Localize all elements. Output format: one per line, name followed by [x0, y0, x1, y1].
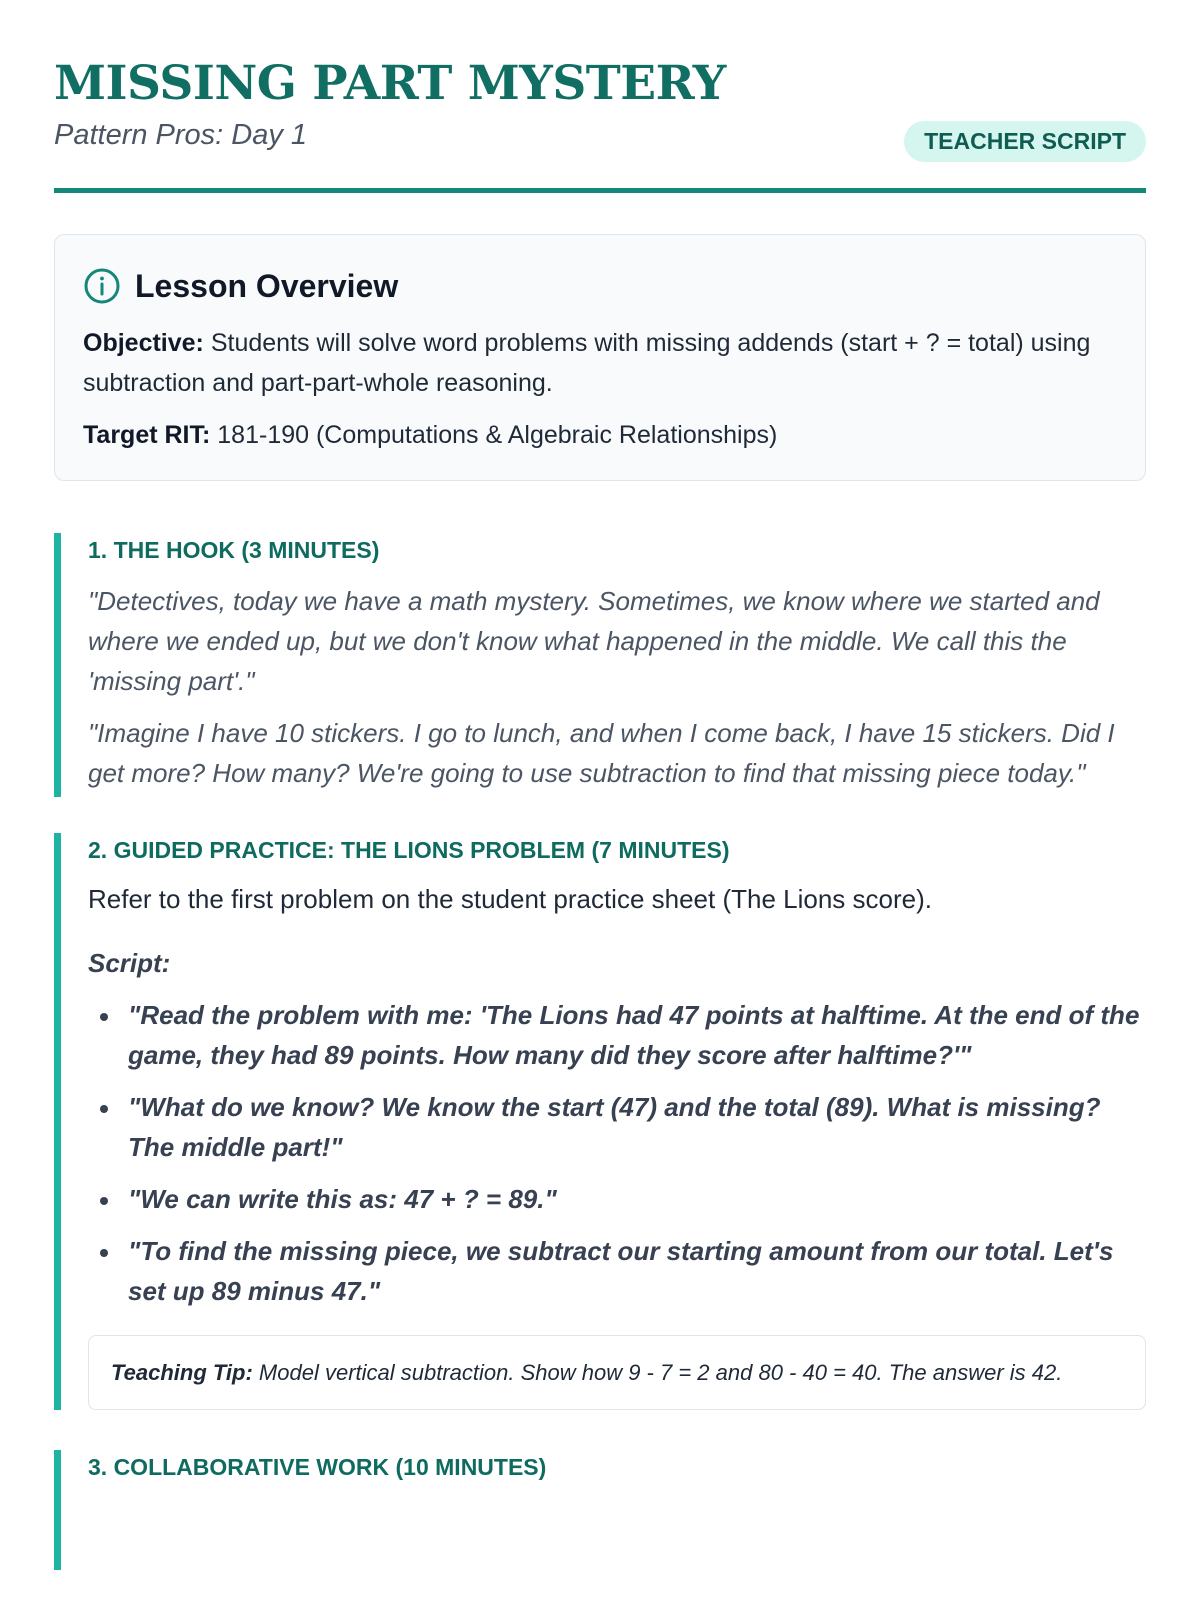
- section-heading: 2. GUIDED PRACTICE: THE LIONS PROBLEM (7 MINUTES): [88, 837, 730, 863]
- teaching-tip-text: Model vertical subtraction. Show how 9 - 7 = 2 and 80 - 40 = 40. The answer is 42.: [258, 1360, 1063, 1385]
- bullet-dot: [100, 1249, 108, 1257]
- list-item: [88, 1179, 1146, 1219]
- section-collaborative-work: [54, 1450, 1146, 1570]
- section-hook: [54, 533, 1146, 797]
- list-item: [88, 1087, 1146, 1167]
- section-guided-practice: [54, 833, 1146, 1410]
- page-subtitle: Pattern Pros: Day 1: [54, 119, 308, 151]
- script-line: "What do we know? We know the start (47) and the total (89). What is missing? The middle part!": [128, 1092, 1101, 1162]
- overview-header: [83, 259, 1117, 313]
- objective-text: Students will solve word problems with missing addends (start + ? = total) using subtraction and part-part-whole reasoning.: [83, 329, 1091, 397]
- list-item: [88, 1231, 1146, 1311]
- guided-practice-intro: Refer to the first problem on the student practice sheet (The Lions score).: [88, 884, 932, 914]
- bullet-dot: [100, 1105, 108, 1113]
- target-rit-label: Target RIT:: [83, 421, 211, 449]
- script-bullet-list: [88, 995, 1146, 1311]
- list-item: [88, 995, 1146, 1075]
- hook-quote: "Imagine I have 10 stickers. I go to lunch, and when I come back, I have 15 stickers. Did I get more? How many? We're going to use subtraction to find that missing piece today.": [88, 718, 1115, 788]
- bullet-dot: [100, 1013, 108, 1021]
- target-rit-text: 181-190 (Computations & Algebraic Relationships): [217, 421, 778, 449]
- page-header: [54, 0, 1146, 193]
- teacher-script-badge: TEACHER SCRIPT: [904, 121, 1146, 162]
- script-line: "We can write this as: 47 + ? = 89.": [128, 1184, 557, 1214]
- script-label: Script:: [88, 948, 171, 978]
- objective-label: Objective:: [83, 329, 204, 357]
- teaching-tip-label: Teaching Tip:: [111, 1360, 253, 1385]
- page-title: MISSING PART MYSTERY: [54, 56, 726, 111]
- bullet-dot: [100, 1197, 108, 1205]
- hook-quote: "Detectives, today we have a math mystery. Sometimes, we know where we started and where we ended up, but we don't know what happened in the middle. We call this the 'missing part'.": [88, 586, 1100, 696]
- overview-title: Lesson Overview: [135, 267, 399, 304]
- info-icon: [83, 267, 121, 305]
- lesson-overview-card: [54, 234, 1146, 481]
- section-heading: 1. THE HOOK (3 MINUTES): [88, 537, 380, 563]
- target-rit-paragraph: [83, 415, 1117, 455]
- teaching-tip-box: [88, 1335, 1146, 1410]
- script-line: "Read the problem with me: 'The Lions had 47 points at halftime. At the end of the game, they had 89 points. How many did they score after halftime?'": [128, 1000, 1140, 1070]
- script-line: "To find the missing piece, we subtract our starting amount from our total. Let's set up 89 minus 47.": [128, 1236, 1114, 1306]
- section-heading: 3. COLLABORATIVE WORK (10 MINUTES): [88, 1454, 547, 1480]
- objective-paragraph: [83, 323, 1117, 403]
